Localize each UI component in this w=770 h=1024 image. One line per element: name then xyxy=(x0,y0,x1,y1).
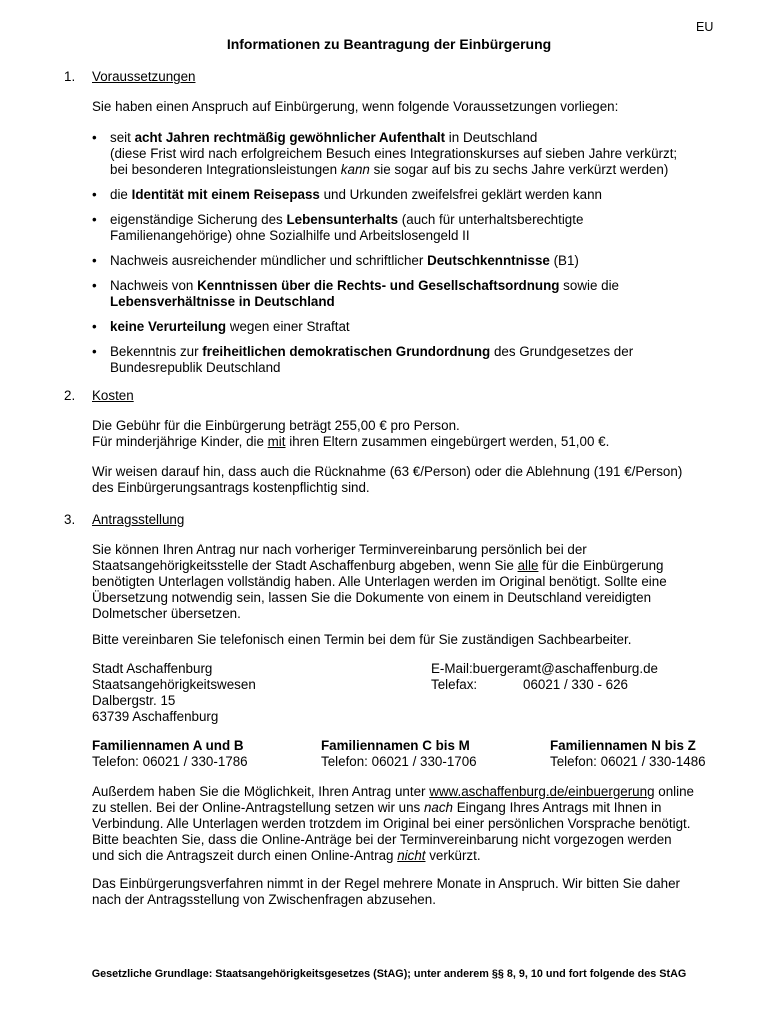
group-phone: Telefon: 06021 / 330-1786 xyxy=(92,754,248,769)
emphasis: alle xyxy=(517,558,539,573)
kids-fee-line xyxy=(92,434,722,450)
text: bei besonderen Integrationsleistungen xyxy=(110,162,341,177)
text: ihren Eltern zusammen eingebürgert werden, 51,00 €. xyxy=(285,434,610,449)
bullet: • xyxy=(92,253,97,268)
bullet: • xyxy=(92,319,97,334)
text: verkürzt. xyxy=(425,848,481,863)
emphasis: mit xyxy=(267,434,286,449)
emphasis: keine Verurteilung xyxy=(110,319,227,334)
text: Wir weisen darauf hin, dass auch die Rücknahme (63 €/Person) oder die Ablehnung (191 €/Person) xyxy=(92,464,683,479)
address-line: Dalbergstr. 15 xyxy=(92,693,176,708)
text: Sie können Ihren Antrag nur nach vorheriger Terminvereinbarung persönlich bei der xyxy=(92,542,587,557)
fax-row xyxy=(431,677,658,693)
fee-paragraph xyxy=(92,418,722,450)
text: benötigten Unterlagen vollständig haben. Alle Unterlagen werden im Original benötigt. Sollte eine xyxy=(92,574,667,589)
online-application-paragraph xyxy=(92,784,722,864)
text: Nachweis von xyxy=(110,278,198,293)
office-contact xyxy=(431,661,658,693)
fax-label: Telefax: xyxy=(431,677,478,692)
bullet: • xyxy=(92,187,97,202)
section-1-intro: Sie haben einen Anspruch auf Einbürgerung, wenn folgende Voraussetzungen vorliegen: xyxy=(92,99,619,114)
text: eigenständige Sicherung des xyxy=(110,212,287,227)
contact-group-c-m xyxy=(321,738,477,770)
emphasis: Deutschkenntnisse xyxy=(427,253,550,268)
text: und Urkunden zweifelsfrei geklärt werden kann xyxy=(319,187,602,202)
text xyxy=(92,800,722,816)
text: Bundesrepublik Deutschland xyxy=(110,360,281,375)
text: sowie die xyxy=(559,278,619,293)
text: Verbindung. Alle Unterlagen werden trotzdem im Original bei einer persönlichen Vorsprache benötigt. xyxy=(92,816,691,831)
text: zu stellen. Bei der Online-Antragstellung setzen wir uns xyxy=(92,800,424,815)
section-3-number: 3. xyxy=(64,512,76,527)
text xyxy=(92,784,722,800)
legal-basis-footer: Gesetzliche Grundlage: Staatsangehörigkeitsgesetzes (StAG); unter anderem §§ 8, 9, 10 und fort folgende des StAG xyxy=(91,968,687,980)
text: Das Einbürgerungsverfahren nimmt in der Regel mehrere Monate in Anspruch. Wir bitten Sie daher xyxy=(92,876,680,891)
text: Nachweis ausreichender mündlicher und schriftlicher xyxy=(110,253,428,268)
text: Bitte beachten Sie, dass die Online-Anträge bei der Terminvereinbarung nicht vorgezogen werden xyxy=(92,832,672,847)
application-paragraph xyxy=(92,542,722,622)
withdrawal-note xyxy=(92,464,722,496)
requirement-constitution xyxy=(92,344,692,376)
text: wegen einer Straftat xyxy=(226,319,350,334)
text xyxy=(92,848,722,864)
text: Eingang Ihres Antrags mit Ihnen in xyxy=(453,800,662,815)
requirement-legal-knowledge xyxy=(92,278,692,310)
text: für die Einbürgerung xyxy=(538,558,664,573)
text: seit xyxy=(110,130,135,145)
text: Staatsangehörigkeitsstelle der Stadt Aschaffenburg abgeben, wenn Sie xyxy=(92,558,518,573)
fax-number: 06021 / 330 - 626 xyxy=(523,677,628,692)
processing-time-paragraph xyxy=(92,876,722,908)
text: nach der Antragsstellung von Zwischenfragen abzusehen. xyxy=(92,892,436,907)
requirements-list xyxy=(92,130,692,385)
emphasis: nach xyxy=(423,800,454,815)
section-2-title: Kosten xyxy=(92,388,134,403)
emphasis: nicht xyxy=(397,848,426,863)
contact-group-n-z xyxy=(550,738,706,770)
group-heading: Familiennamen N bis Z xyxy=(550,738,696,753)
email-label: E-Mail: xyxy=(431,661,473,676)
requirement-livelihood xyxy=(92,212,692,244)
bullet: • xyxy=(92,344,97,359)
emphasis: acht Jahren rechtmäßig gewöhnlicher Aufenthalt xyxy=(134,130,446,145)
section-1-number: 1. xyxy=(64,69,76,84)
bullet: • xyxy=(92,278,97,293)
requirement-residence xyxy=(92,130,692,178)
group-heading: Familiennamen C bis M xyxy=(321,738,470,753)
email-address: buergeramt@aschaffenburg.de xyxy=(472,661,658,676)
emphasis: Kenntnissen über die Rechts- und Gesellschaftsordnung xyxy=(197,278,560,293)
section-2-number: 2. xyxy=(64,388,76,403)
text: (diese Frist wird nach erfolgreichem Besuch eines Integrationskurses auf sieben Jahre verkürzt; xyxy=(110,146,678,161)
group-phone: Telefon: 06021 / 330-1486 xyxy=(550,754,706,769)
emphasis: Lebensunterhalts xyxy=(286,212,399,227)
text: sie sogar auf bis zu sechs Jahre verkürzt werden) xyxy=(369,162,669,177)
text: Familienangehörige) ohne Sozialhilfe und Arbeitslosengeld II xyxy=(110,228,470,243)
section-1-title: Voraussetzungen xyxy=(92,69,196,84)
text: (B1) xyxy=(549,253,579,268)
text: (auch für unterhaltsberechtigte xyxy=(398,212,584,227)
text: Außerdem haben Sie die Möglichkeit, Ihren Antrag unter xyxy=(92,784,430,799)
fee-line: Die Gebühr für die Einbürgerung beträgt 255,00 € pro Person. xyxy=(92,418,460,433)
section-3-title: Antragsstellung xyxy=(92,512,185,527)
emphasis: Lebensverhältnisse in Deutschland xyxy=(110,294,335,309)
online-application-link[interactable]: www.aschaffenburg.de/einbuergerung xyxy=(429,784,655,799)
emphasis: kann xyxy=(340,162,370,177)
address-line: Staatsangehörigkeitswesen xyxy=(92,677,256,692)
text: die xyxy=(110,187,132,202)
email-row xyxy=(431,661,658,677)
requirement-no-conviction xyxy=(92,319,692,335)
text: Übersetzung notwendig sein, lassen Sie die Dokumente von einem in Deutschland vereidigten xyxy=(92,590,652,605)
text: Dolmetscher übersetzen. xyxy=(92,606,241,621)
requirement-identity xyxy=(92,187,692,203)
address-line: Stadt Aschaffenburg xyxy=(92,661,213,676)
group-phone: Telefon: 06021 / 330-1706 xyxy=(321,754,477,769)
requirement-german-language xyxy=(92,253,692,269)
bullet: • xyxy=(92,130,97,145)
text: und sich die Antragszeit durch einen Online-Antrag xyxy=(92,848,398,863)
emphasis: freiheitlichen demokratischen Grundordnung xyxy=(202,344,491,359)
text: Bekenntnis zur xyxy=(110,344,203,359)
text: online xyxy=(654,784,694,799)
group-heading: Familiennamen A und B xyxy=(92,738,244,753)
text: Für minderjährige Kinder, die xyxy=(92,434,268,449)
document-title: Informationen zu Beantragung der Einbürgerung xyxy=(226,36,552,52)
document-tag: EU xyxy=(696,20,714,34)
text: des Grundgesetzes der xyxy=(490,344,634,359)
text: des Einbürgerungsantrags kostenpflichtig sind. xyxy=(92,480,370,495)
contact-group-a-b xyxy=(92,738,248,770)
text: in Deutschland xyxy=(445,130,538,145)
office-address xyxy=(92,661,256,725)
appointment-note: Bitte vereinbaren Sie telefonisch einen Termin bei dem für Sie zuständigen Sachbearbeiter. xyxy=(92,632,632,647)
bullet: • xyxy=(92,212,97,227)
text xyxy=(92,558,722,574)
address-line: 63739 Aschaffenburg xyxy=(92,709,219,724)
emphasis: Identität mit einem Reisepass xyxy=(131,187,320,202)
